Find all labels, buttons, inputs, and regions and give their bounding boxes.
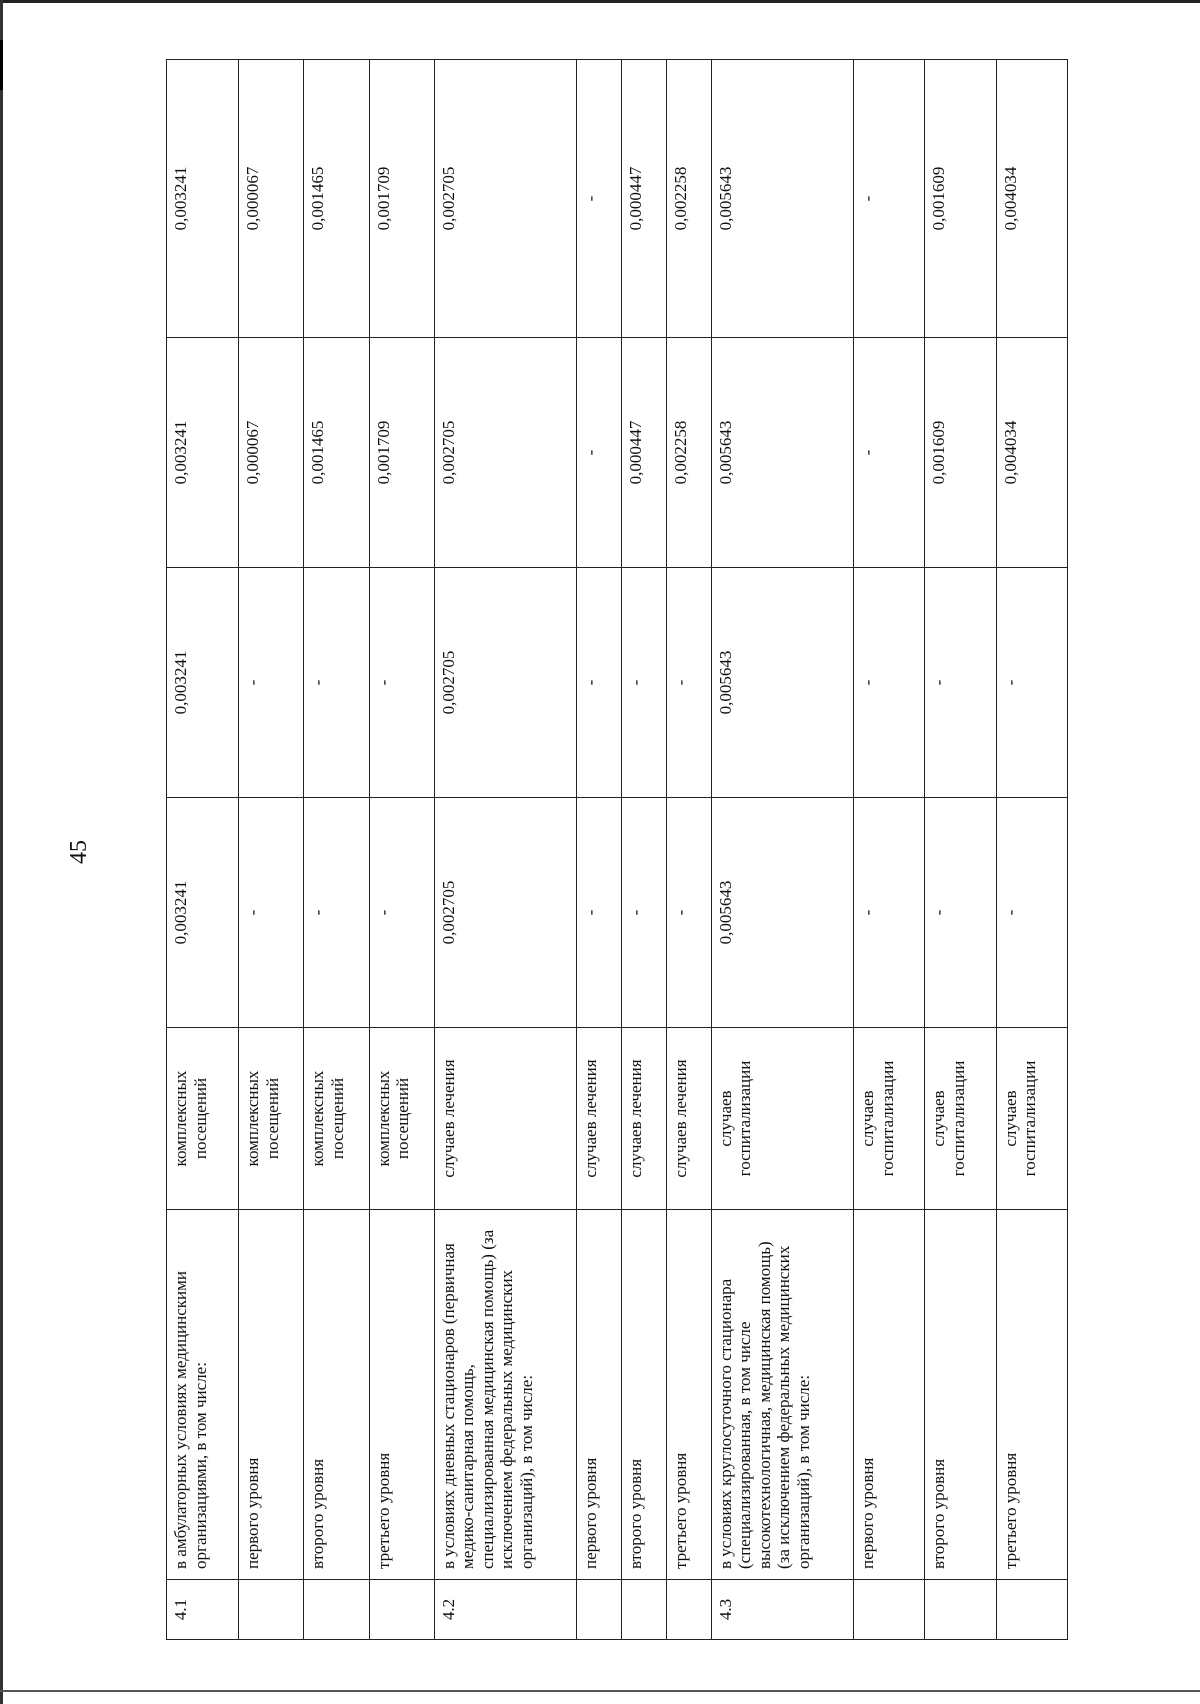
value-cell: 0,003241 <box>167 338 239 568</box>
scan-edge-left <box>0 0 3 1704</box>
scan-edge-top <box>0 0 1200 3</box>
value-cell: - <box>577 60 622 338</box>
unit-cell: случаев лечения <box>622 1028 667 1210</box>
value-cell: - <box>925 568 996 798</box>
row-number <box>996 1580 1067 1640</box>
table-row <box>304 60 369 1640</box>
unit-cell: случаев госпитализации <box>854 1028 925 1210</box>
value-cell: - <box>925 798 996 1028</box>
value-cell: 0,005643 <box>711 60 854 338</box>
value-cell: 0,003241 <box>167 798 239 1028</box>
row-name: первого уровня <box>577 1210 622 1580</box>
unit-cell: комплексных посещений <box>369 1028 434 1210</box>
value-cell: - <box>239 798 304 1028</box>
table-row <box>666 60 711 1640</box>
value-cell: 0,005643 <box>711 568 854 798</box>
value-cell: 0,002258 <box>666 60 711 338</box>
value-cell: - <box>577 338 622 568</box>
value-cell: - <box>666 568 711 798</box>
data-table <box>166 59 1068 1640</box>
table-row <box>925 60 996 1640</box>
unit-cell: случаев госпитализации <box>925 1028 996 1210</box>
row-name: первого уровня <box>854 1210 925 1580</box>
value-cell: - <box>996 798 1067 1028</box>
row-name: второго уровня <box>304 1210 369 1580</box>
value-cell: 0,002705 <box>434 338 577 568</box>
row-number <box>369 1580 434 1640</box>
row-number <box>304 1580 369 1640</box>
page-number: 45 <box>66 840 92 864</box>
value-cell: - <box>854 338 925 568</box>
value-cell: 0,002705 <box>434 568 577 798</box>
table-row <box>854 60 925 1640</box>
table-row <box>434 60 577 1640</box>
row-name: в условиях дневных стационаров (первичная медико-санитарная помощь, специализированная медицинская помощь) (за исключением федеральных медицинских организаций), в том числе: <box>434 1210 577 1580</box>
row-name: третьего уровня <box>369 1210 434 1580</box>
value-cell: 0,001465 <box>304 338 369 568</box>
row-name: второго уровня <box>622 1210 667 1580</box>
row-number: 4.1 <box>167 1580 239 1640</box>
row-number <box>239 1580 304 1640</box>
table-row <box>369 60 434 1640</box>
value-cell: - <box>622 568 667 798</box>
row-name: в условиях круглосуточного стационара (специализированная, в том числе высокотехнологичная, медицинская помощь) (за исключением федеральных медицинских организаций), в том числе: <box>711 1210 854 1580</box>
table-row <box>996 60 1067 1640</box>
table-row <box>622 60 667 1640</box>
value-cell: 0,005643 <box>711 798 854 1028</box>
value-cell: 0,001609 <box>925 338 996 568</box>
value-cell: 0,002705 <box>434 798 577 1028</box>
row-number: 4.2 <box>434 1580 577 1640</box>
row-number: 4.3 <box>711 1580 854 1640</box>
value-cell: - <box>854 798 925 1028</box>
value-cell: - <box>577 798 622 1028</box>
table-row <box>577 60 622 1640</box>
value-cell: 0,004034 <box>996 60 1067 338</box>
unit-cell: случаев лечения <box>666 1028 711 1210</box>
row-name: третьего уровня <box>666 1210 711 1580</box>
value-cell: - <box>369 798 434 1028</box>
unit-cell: комплексных посещений <box>304 1028 369 1210</box>
value-cell: 0,000447 <box>622 60 667 338</box>
value-cell: 0,001465 <box>304 60 369 338</box>
value-cell: 0,004034 <box>996 338 1067 568</box>
unit-cell: случаев госпитализации <box>711 1028 854 1210</box>
row-name: в амбулаторных условиях медицинскими организациями, в том числе: <box>167 1210 239 1580</box>
value-cell: - <box>239 568 304 798</box>
value-cell: - <box>622 798 667 1028</box>
table-body <box>167 60 1068 1640</box>
value-cell: 0,001709 <box>369 338 434 568</box>
unit-cell: случаев лечения <box>434 1028 577 1210</box>
value-cell: 0,003241 <box>167 60 239 338</box>
table-row <box>711 60 854 1640</box>
value-cell: 0,002705 <box>434 60 577 338</box>
row-number <box>666 1580 711 1640</box>
value-cell: - <box>996 568 1067 798</box>
rotated-table-frame <box>166 60 1068 1640</box>
value-cell: - <box>666 798 711 1028</box>
value-cell: 0,002258 <box>666 338 711 568</box>
value-cell: 0,001709 <box>369 60 434 338</box>
row-number <box>925 1580 996 1640</box>
value-cell: 0,003241 <box>167 568 239 798</box>
unit-cell: комплексных посещений <box>167 1028 239 1210</box>
row-number <box>854 1580 925 1640</box>
unit-cell: комплексных посещений <box>239 1028 304 1210</box>
unit-cell: случаев лечения <box>577 1028 622 1210</box>
row-number <box>577 1580 622 1640</box>
value-cell: - <box>854 568 925 798</box>
row-name: третьего уровня <box>996 1210 1067 1580</box>
table-row <box>239 60 304 1640</box>
value-cell: 0,000067 <box>239 338 304 568</box>
value-cell: 0,000447 <box>622 338 667 568</box>
scan-mark <box>0 40 3 90</box>
value-cell: 0,000067 <box>239 60 304 338</box>
value-cell: - <box>369 568 434 798</box>
value-cell: - <box>854 60 925 338</box>
value-cell: - <box>577 568 622 798</box>
value-cell: - <box>304 568 369 798</box>
row-number <box>622 1580 667 1640</box>
value-cell: 0,005643 <box>711 338 854 568</box>
unit-cell: случаев госпитализации <box>996 1028 1067 1210</box>
value-cell: - <box>304 798 369 1028</box>
row-name: первого уровня <box>239 1210 304 1580</box>
value-cell: 0,001609 <box>925 60 996 338</box>
table-row <box>167 60 239 1640</box>
scan-edge-bottom <box>0 1690 1200 1692</box>
row-name: второго уровня <box>925 1210 996 1580</box>
